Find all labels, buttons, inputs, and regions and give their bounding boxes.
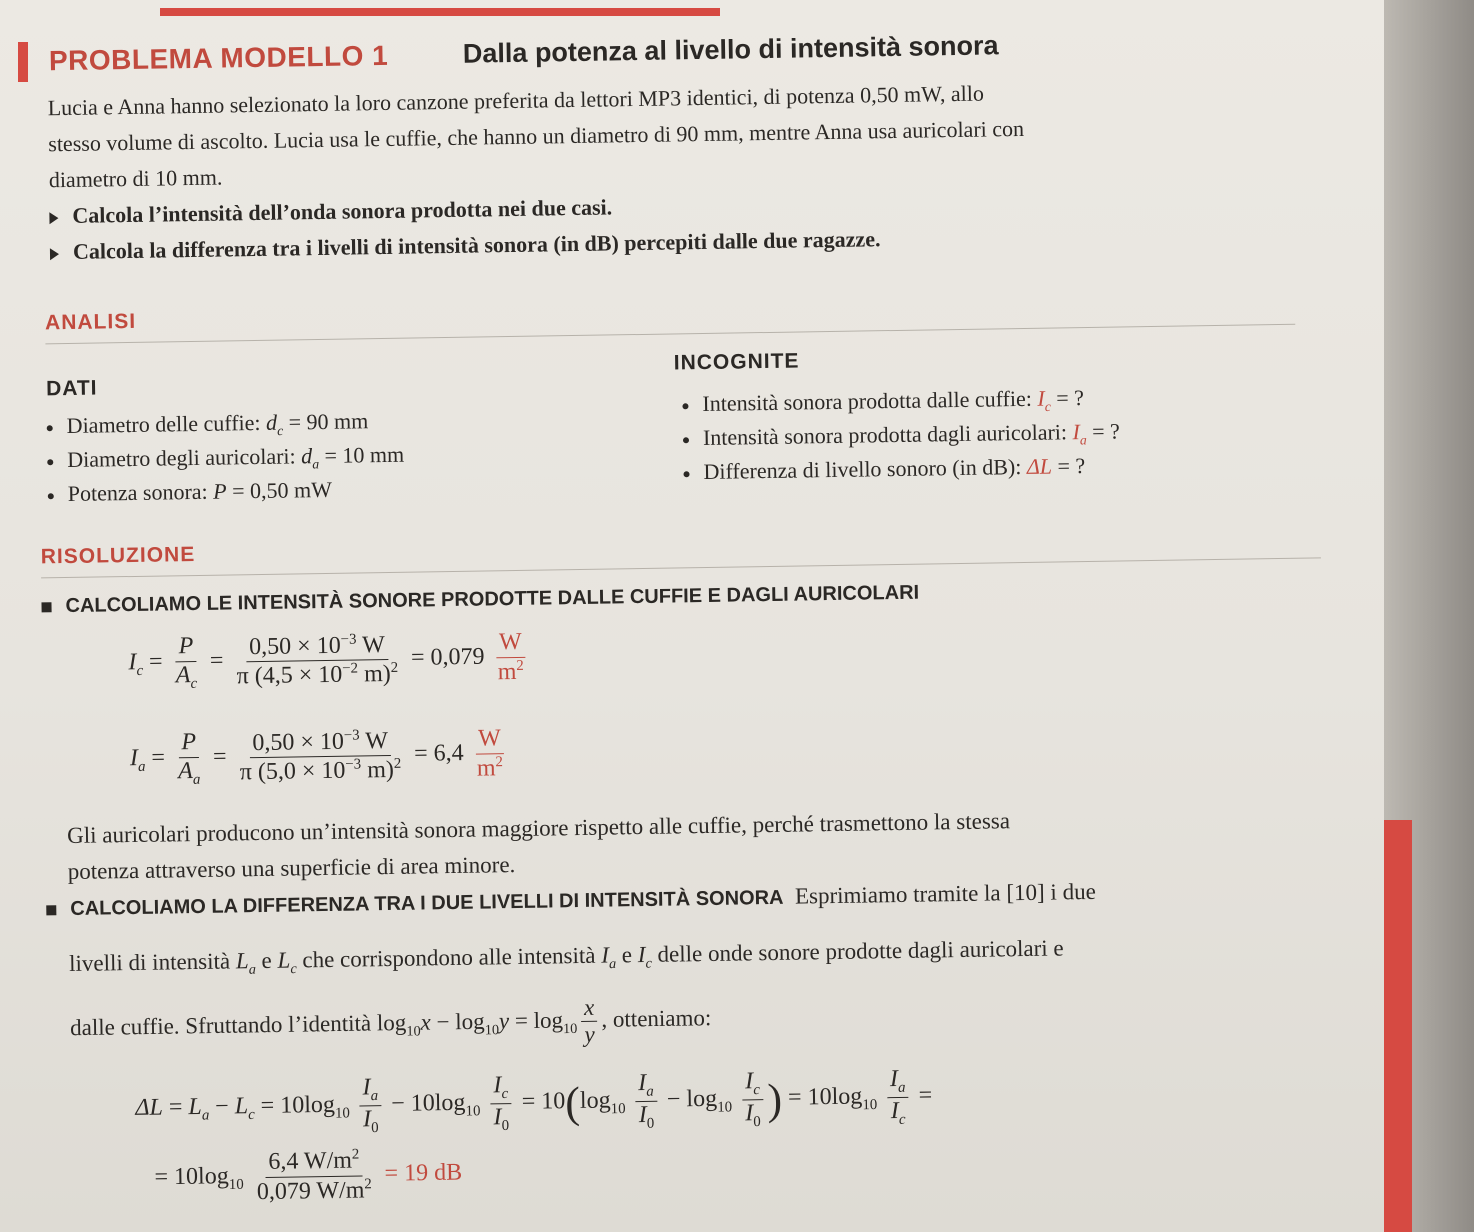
fraction-p-over-a: $\frac{P}{A_c}$ <box>175 633 198 692</box>
incognite-label: INCOGNITE <box>673 349 800 375</box>
task-1: Calcola l’intensità dell’onda sonora prodotta nei due casi. <box>49 194 612 229</box>
bullet-icon <box>683 437 689 443</box>
fraction-unit: $\frac{W}{m^2}$ <box>476 725 504 782</box>
fraction-ia-i0: $\frac{I_a}{I_0}$ <box>635 1070 657 1133</box>
dato-diametro-auricolari: Diametro degli auricolari: $d_a = 10$ mm <box>47 442 404 477</box>
triangle-bullet-icon <box>49 212 58 224</box>
dato-potenza: Potenza sonora: P = 0,50 mW <box>48 477 333 507</box>
fraction-p-over-a: $\frac{P}{A_a}$ <box>177 729 201 788</box>
intro-line-3: diametro di 10 mm. <box>48 164 223 193</box>
step-2-line-3: dalle cuffie. Sfruttando l’identità $\log_{10}x - \log_{10}y = \log_{10}$ $\frac{x}{y}$ , otteniamo: <box>69 994 712 1048</box>
fraction-ia-i0: $\frac{I_a}{I_0}$ <box>359 1074 381 1137</box>
problem-title: Dalla potenza al livello di intensità sonora <box>462 30 999 69</box>
fraction-ic-i0: $\frac{I_c}{I_0}$ <box>742 1068 764 1131</box>
comment-line-2: potenza attraverso una superficie di area minore. <box>67 852 516 885</box>
fraction-final: $\frac{6,4 W/m^2}{0,079 W/m^2}$ <box>256 1146 372 1205</box>
intro-line-1: Lucia e Anna hanno selezionato la loro canzone preferita da lettori MP3 identici, di potenza 0,50 mW, allo <box>47 80 985 121</box>
incognita-intensita-cuffie: Intensità sonora prodotta dalle cuffie: $I_c$ = ? <box>682 385 1084 421</box>
comment-line-1: Gli auricolari producono un’intensità sonora maggiore rispetto alle cuffie, perché trasmettono la stessa <box>66 808 1011 849</box>
equation-final: = $10\log_{10}$ $\frac{6,4 W/m^2}{0,079 W/m^2}$ = 19 dB <box>154 1146 463 1205</box>
step-1-title: CALCOLIAMO LE INTENSITÀ SONORE PRODOTTE DALLE CUFFIE E DAGLI AURICOLARI <box>41 582 919 619</box>
square-bullet-icon <box>41 602 51 612</box>
fraction-x-over-y: $\frac{x}{y}$ <box>581 995 598 1049</box>
equation-delta-l: $\Delta L = L_a - L_c = 10\log_{10}$ $\frac{I_a}{I_0}$ − $10\log_{10}$ $\frac{I_c}{I_0}$ = $10(\log_{10}$ $\frac{I_a}{I_0}$ − $\log_{10}$ $\frac{I_c}{I_0}$ ) = $10\log_{10}$ $\frac{I_a}{I_c}$ = <box>135 1066 933 1136</box>
dati-label: DATI <box>45 376 98 401</box>
incognita-intensita-auricolari: Intensità sonora prodotta dagli auricolari: $I_a$ = ? <box>683 418 1120 454</box>
intro-line-2: stesso volume di ascolto. Lucia usa le cuffie, che hanno un diametro di 90 mm, mentre Anna usa auricolari con <box>48 115 1025 157</box>
incognita-differenza-livello: Differenza di livello sonoro (in dB): ΔL = ? <box>683 453 1085 485</box>
equation-intensita-cuffie: $I_c$ = $\frac{P}{A_c}$ = $\frac{0,50 \times 10^{-3} W}{\pi (4,5 \times 10^{-2} m)^2}$ = 0,079 $\frac{W}{m^2}$ <box>128 628 531 694</box>
bullet-icon <box>682 403 688 409</box>
triangle-bullet-icon <box>50 248 59 260</box>
risoluzione-rule <box>41 557 1321 578</box>
problem-label: PROBLEMA MODELLO 1 <box>48 39 389 77</box>
bullet-icon <box>47 425 53 431</box>
square-bullet-icon <box>46 905 56 915</box>
step-2-line: CALCOLIAMO LA DIFFERENZA TRA I DUE LIVELLI DI INTENSITÀ SONORA Esprimiamo tramite la [10] i due <box>46 879 1096 921</box>
step-2-line-2: livelli di intensità $L_a$ e $L_c$ che corrispondono alle intensità $I_a$ e $I_c$ delle onde sonore prodotte dagli auricolari e <box>68 935 1064 978</box>
risoluzione-label: RISOLUZIONE <box>40 543 196 569</box>
analisi-rule <box>45 324 1295 345</box>
fraction-ia-ic: $\frac{I_a}{I_c}$ <box>887 1066 909 1129</box>
final-result: = 19 dB <box>384 1159 463 1187</box>
bullet-icon <box>47 459 53 465</box>
bullet-icon <box>48 493 54 499</box>
dato-diametro-cuffie: Diametro delle cuffie: $d_c = 90$ mm <box>46 408 368 442</box>
fraction-numeric: $\frac{0,50 \times 10^{-3} W}{\pi (5,0 \times 10^{-3} m)^2}$ <box>239 727 402 786</box>
fraction-ic-i0: $\frac{I_c}{I_0}$ <box>490 1072 512 1135</box>
task-2: Calcola la differenza tra i livelli di intensità sonora (in dB) percepiti dalle due ragazze. <box>50 226 881 265</box>
fraction-unit: $\frac{W}{m^2}$ <box>497 629 524 685</box>
bullet-icon <box>683 471 689 477</box>
equation-intensita-auricolari: $I_a$ = $\frac{P}{A_a}$ = $\frac{0,50 \times 10^{-3} W}{\pi (5,0 \times 10^{-3} m)^2}$ = 6,4 $\frac{W}{m^2}$ <box>129 724 510 789</box>
fraction-numeric: $\frac{0,50 \times 10^{-3} W}{\pi (4,5 \times 10^{-2} m)^2}$ <box>236 631 399 690</box>
analisi-label: ANALISI <box>44 309 137 335</box>
